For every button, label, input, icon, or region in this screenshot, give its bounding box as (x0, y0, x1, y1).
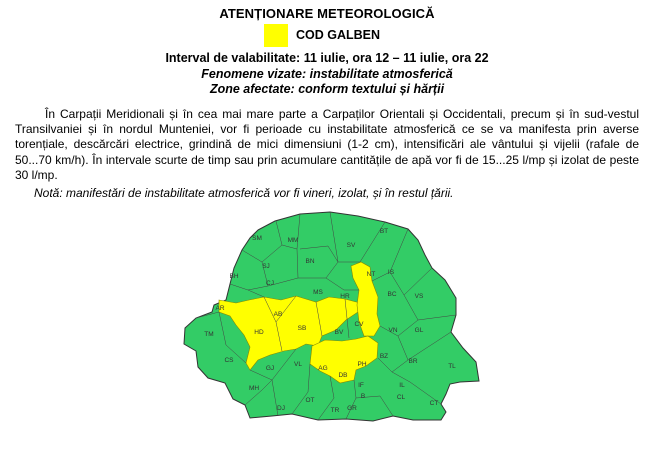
county-label-ph: PH (357, 361, 367, 368)
county-label-il: IL (399, 382, 405, 389)
validity-label: Interval de valabilitate: (165, 51, 301, 65)
county-label-sm: SM (252, 235, 262, 242)
county-label-nt: NT (366, 271, 376, 278)
county-label-bc: BC (387, 291, 397, 298)
county-label-cj: CJ (266, 280, 274, 287)
county-label-sv: SV (346, 242, 356, 249)
county-label-vn: VN (388, 327, 398, 334)
county-label-ct: CT (429, 400, 439, 407)
county-label-mh: MH (248, 385, 260, 392)
county-label-db: DB (338, 372, 348, 379)
page-title: ATENȚIONARE METEOROLOGICĂ (219, 6, 435, 21)
warning-note: Notă: manifestări de instabilitate atmosferică vor fi vineri, izolat, și în restul țării. (34, 186, 454, 200)
county-label-hr: HR (340, 293, 350, 300)
warning-code-label: COD GALBEN (296, 28, 381, 42)
county-label-sj: SJ (262, 263, 270, 270)
county-label-ar: AR (215, 305, 225, 312)
county-label-cs: CS (224, 357, 234, 364)
county-label-ag: AG (318, 365, 328, 372)
phenomena-label: Fenomene vizate: (201, 67, 307, 81)
county-label-br: BR (408, 358, 418, 365)
zones-value: conform textului și hărții (298, 82, 445, 96)
county-label-tl: TL (448, 363, 456, 370)
county-label-bn: BN (305, 258, 315, 265)
county-label-ms: MS (313, 289, 323, 296)
county-label-cv: CV (354, 321, 364, 328)
county-label-tm: TM (204, 331, 214, 338)
county-label-b: B (360, 393, 366, 400)
validity-value: 11 iulie, ora 12 – 11 iulie, ora 22 (303, 51, 489, 65)
county-label-bh: BH (229, 273, 239, 280)
county-label-sb: SB (297, 325, 307, 332)
county-label-hd: HD (254, 329, 264, 336)
county-label-ab: AB (273, 311, 283, 318)
county-label-ot: OT (305, 397, 315, 404)
phenomena-value: instabilitate atmosferică (309, 67, 453, 81)
county-label-bt: BT (379, 228, 389, 235)
zones-label: Zone afectate: (209, 82, 295, 96)
county-label-gj: GJ (265, 365, 275, 372)
county-label-mm: MM (287, 237, 299, 244)
county-label-is: IS (387, 269, 395, 276)
county-label-dj: DJ (277, 405, 285, 412)
county-label-if: IF (358, 382, 364, 389)
county-label-gr: GR (347, 405, 357, 412)
county-label-vs: VS (414, 293, 424, 300)
county-label-cl: CL (396, 394, 406, 401)
county-label-gl: GL (414, 327, 424, 334)
county-label-tr: TR (330, 407, 340, 414)
county-label-vl: VL (294, 361, 302, 368)
county-label-bv: BV (334, 329, 344, 336)
warning-description: În Carpații Meridionali și în cea mai mare parte a Carpaților Orientali și Occidentali, precum și în sud-vestul Transilvaniei și în nordul Munteniei, vor fi perioade cu instabilitate atmosferică ce se va manifesta prin averse torențiale, descărcări electrice, grindină de mici dimensiuni (1-2 cm), intensificări ale vântului și vijelii (rafale de 50...70 km/h). În intervale scurte de timp sau prin acumulare cantitățile de apă vor fi de 15...25 l/mp și izolat de peste 30 l/mp. (15, 107, 639, 182)
county-label-bz: BZ (379, 353, 389, 360)
